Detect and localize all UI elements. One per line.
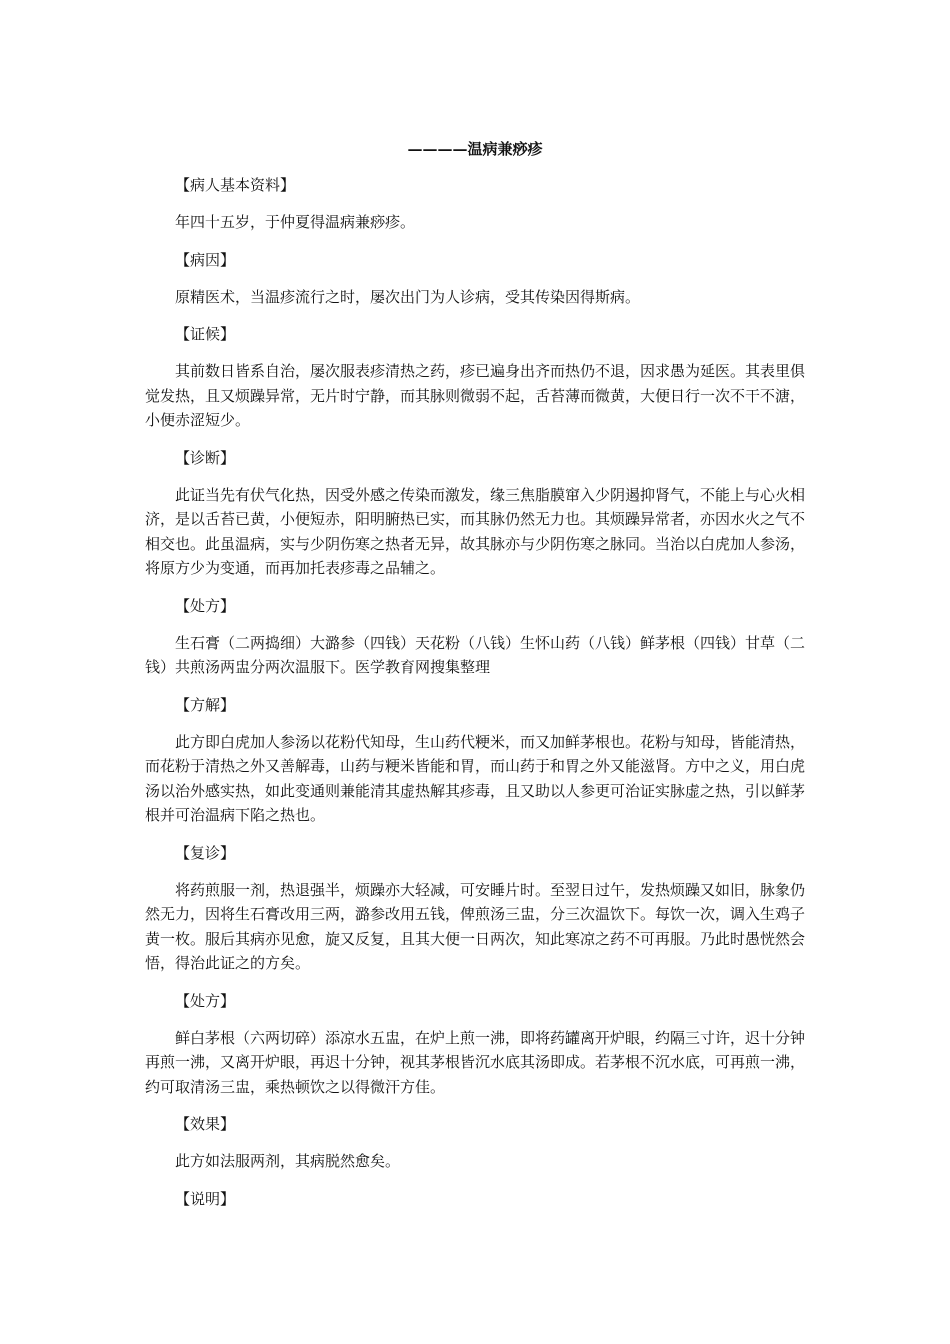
section-heading-diagnosis: 【诊断】 — [175, 448, 236, 467]
section-text-patient-info: 年四十五岁，于仲夏得温病兼痧疹。 — [175, 213, 416, 231]
section-heading-cause: 【病因】 — [175, 250, 236, 269]
document-title: ————温病兼痧疹 — [407, 140, 543, 158]
section-heading-prescription-2: 【处方】 — [175, 991, 236, 1010]
document-body — [145, 173, 805, 1224]
section-heading-prescription-1: 【处方】 — [175, 596, 236, 615]
section-text-prescription-1: 生石膏（二两捣细）大潞参（四钱）天花粉（八钱）生怀山药（八钱）鲜茅根（四钱）甘草（二钱）共煎汤两盅分两次温服下。医学教育网搜集整理 — [145, 633, 806, 676]
section-heading-symptoms: 【证候】 — [175, 325, 236, 343]
section-text-symptoms: 其前数日皆系自治，屡次服表疹清热之药，疹已遍身出齐而热仍不退，因求愚为延医。其表里俱觉发热，且又烦躁异常，无片时宁静，而其脉则微弱不起，舌苔薄而微黄，大便日行一次不干不溏，小便赤涩短少。 — [145, 362, 806, 429]
section-heading-formula-explanation: 【方解】 — [175, 695, 236, 714]
section-text-formula-explanation: 此方即白虎加人参汤以花粉代知母，生山药代粳米，而又加鲜茅根也。花粉与知母，皆能清热，而花粉于清热之外又善解毒，山药与粳米皆能和胃，而山药于和胃之外又能滋肾。方中之义，用白虎汤以治外感实热，如此变通则兼能清其虚热解其疹毒，且又助以人参更可治证实脉虚之热，引以鲜茅根并可治温病下陷之热也。 — [145, 732, 806, 824]
section-text-follow-up: 将药煎服一剂，热退强半，烦躁亦大轻减，可安睡片时。至翌日过午，发热烦躁又如旧，脉象仍然无力，因将生石膏改用三两，潞参改用五钱，俾煎汤三盅，分三次温饮下。每饮一次，调入生鸡子黄一枚。服后其病亦见愈，旋又反复，且其大便一日两次，知此寒凉之药不可再服。乃此时愚恍然会悟，得治此证之的方矣。 — [145, 880, 806, 972]
section-text-effect: 此方如法服两剂，其病脱然愈矣。 — [175, 1152, 401, 1170]
section-text-prescription-2: 鲜白茅根（六两切碎）添凉水五盅，在炉上煎一沸，即将药罐离开炉眼，约隔三寸许，迟十分钟再煎一沸，又离开炉眼，再迟十分钟，视其茅根皆沉水底其汤即成。若茅根不沉水底，可再煎一沸，约可取清汤三盅，乘热顿饮之以得微汗方佳。 — [145, 1028, 806, 1096]
section-text-cause: 原精医术，当温疹流行之时，屡次出门为人诊病，受其传染因得斯病。 — [175, 287, 641, 306]
section-heading-effect: 【效果】 — [175, 1115, 236, 1133]
section-text-diagnosis: 此证当先有伏气化热，因受外感之传染而激发，缘三焦脂膜窜入少阴遏抑肾气，不能上与心火相济，是以舌苔已黄，小便短赤，阳明腑热已实，而其脉仍然无力也。其烦躁异常者，亦因水火之气不相交也。此虽温病，实与少阴伤寒之热者无异，故其脉亦与少阴伤寒之脉同。当治以白虎加人参汤，将原方少为变通，而再加托表疹毒之品辅之。 — [145, 485, 806, 577]
section-heading-notes: 【说明】 — [175, 1189, 236, 1208]
section-heading-patient-info: 【病人基本资料】 — [175, 176, 296, 194]
section-heading-follow-up: 【复诊】 — [175, 843, 236, 862]
